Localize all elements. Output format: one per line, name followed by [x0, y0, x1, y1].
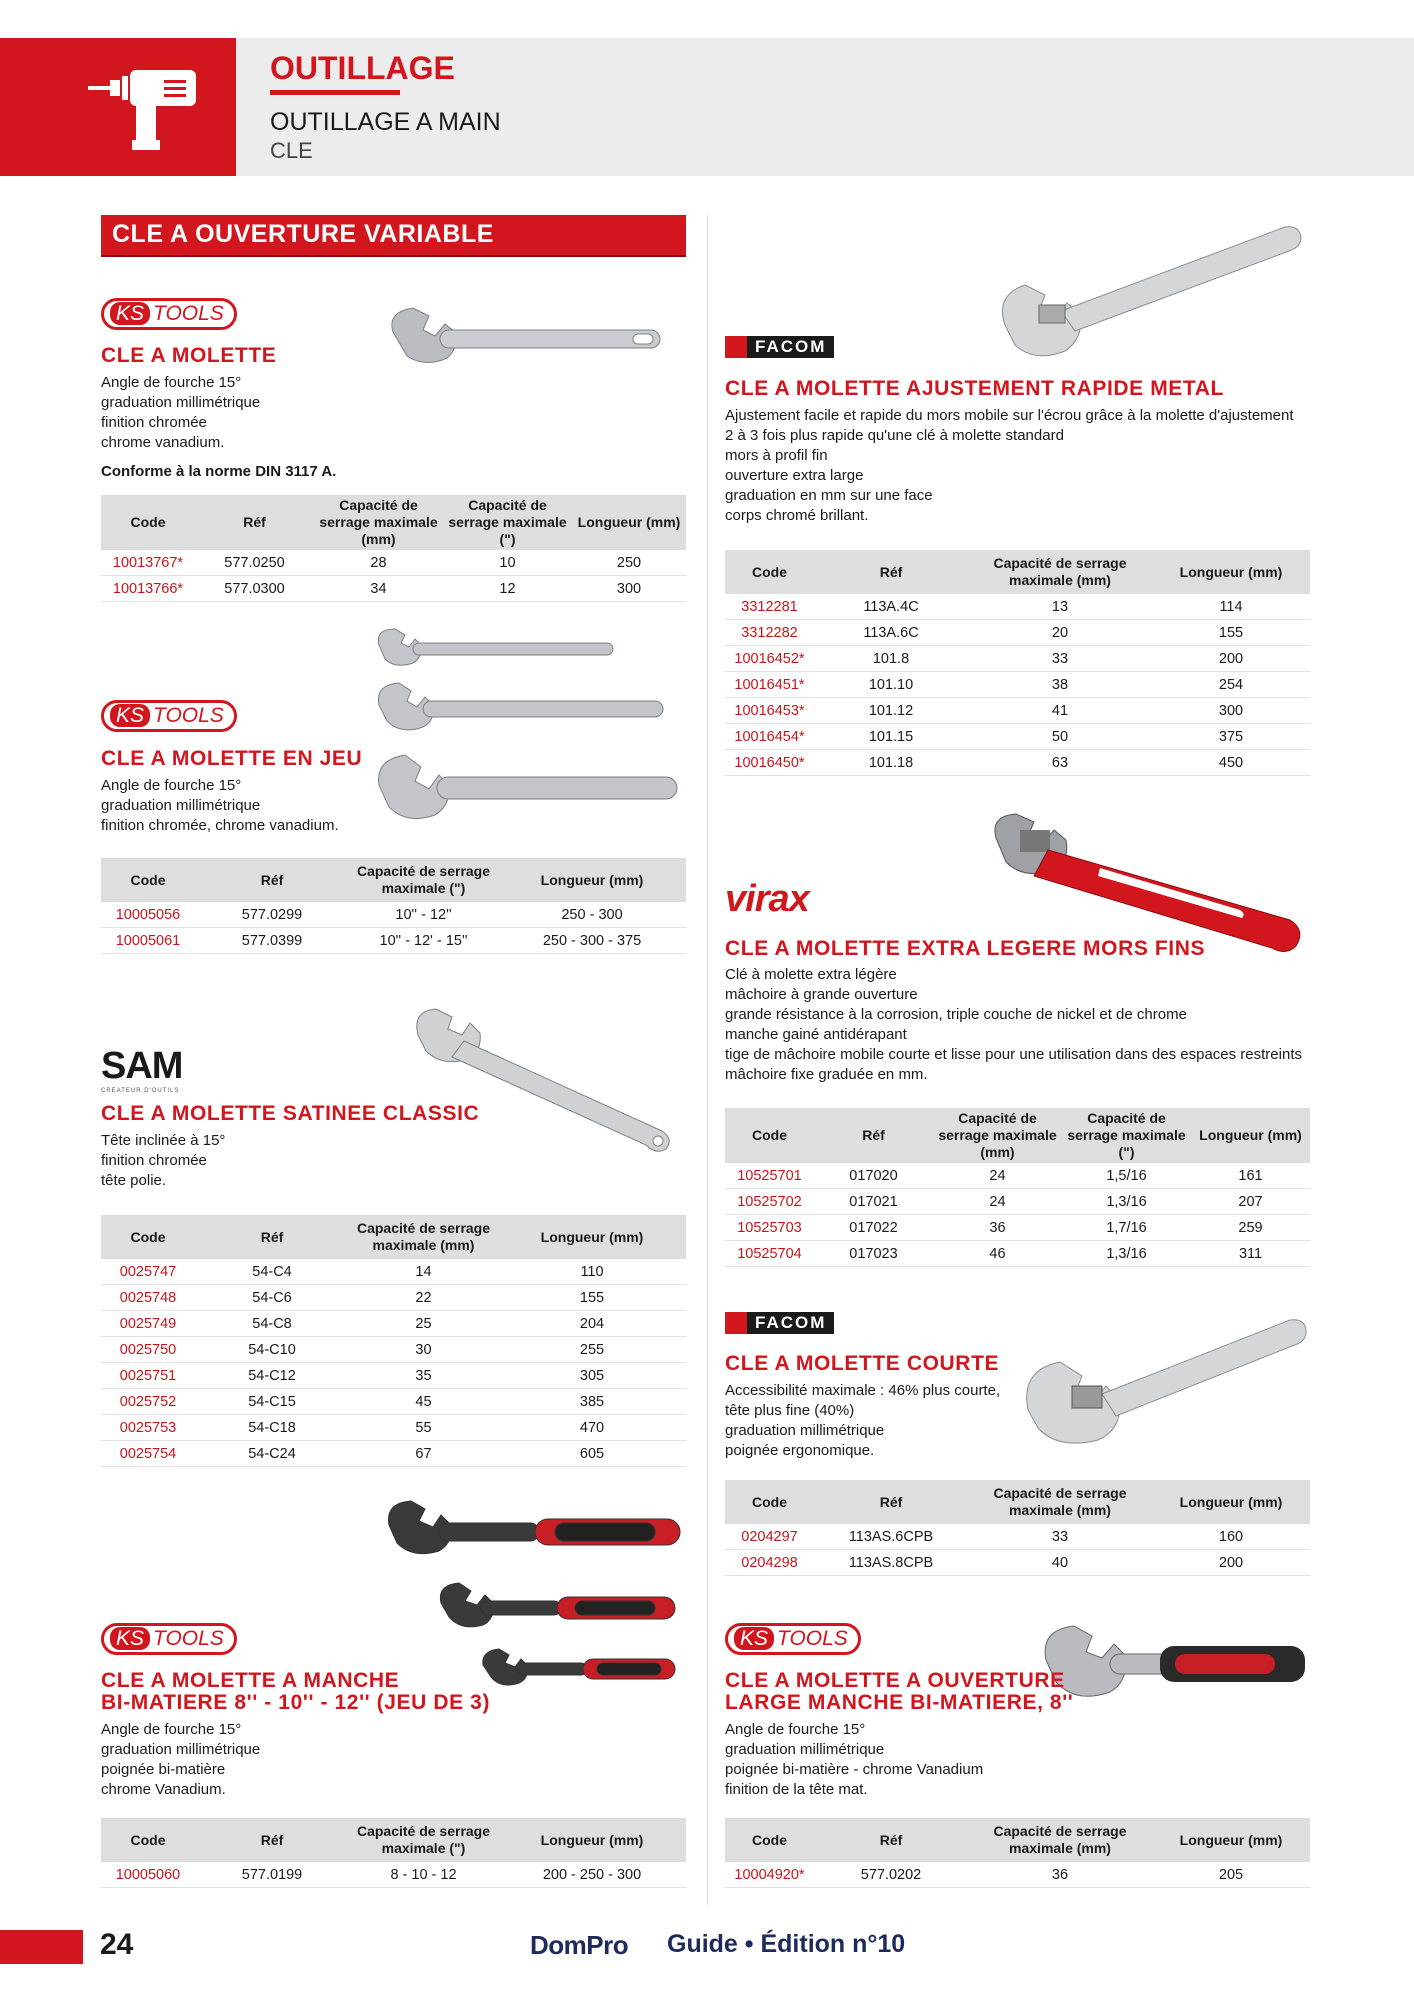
- product-description: Ajustement facile et rapide du mors mobile sur l'écrou grâce à la molette d'ajustement 2 à 3 fois plus rapide qu'une clé à molette standard mors à profil fin ouverture extra large graduation en mm sur une face corps chromé brillant.: [725, 407, 1294, 524]
- table-row: 3312281 113A.4C 13 114: [725, 594, 1310, 620]
- table-row: 10016453* 101.12 41 300: [725, 698, 1310, 724]
- ks-tools-logo: KS TOOLS: [101, 700, 237, 732]
- product-table: Code Réf Capacité de serrage maximale (mm) Longueur (mm) 0204297 113AS.6CPB 33 160 0204298 113AS.8CPB 40 200: [725, 1480, 1310, 1576]
- table-row: 0204297 113AS.6CPB 33 160: [725, 1524, 1310, 1550]
- table-row: 0025747 54-C4 14 110: [101, 1259, 686, 1285]
- ks-tools-logo: KS TOOLS: [101, 298, 237, 330]
- product-title: CLE A MOLETTE A OUVERTURE LARGE MANCHE BI-MATIERE, 8'': [725, 1669, 1074, 1714]
- product-description: Angle de fourche 15° graduation millimétrique poignée bi-matière chrome Vanadium.: [101, 1721, 261, 1798]
- page-number: 24: [100, 1928, 134, 1961]
- guide-edition: Guide • Édition n°10: [667, 1930, 906, 1958]
- dompro-logo: DomPro: [530, 1930, 629, 1960]
- table-row: 0025754 54-C24 67 605: [101, 1441, 686, 1467]
- table-row: 10005061 577.0399 10'' - 12' - 15'' 250 - 300 - 375: [101, 928, 686, 954]
- table-row: 10013766* 577.0300 34 12 300: [101, 576, 686, 602]
- wrench-image: [995, 215, 1305, 365]
- product-table: Code Réf Capacité de serrage maximale (") Longueur (mm) 10005056 577.0299 10'' - 12'' 250 - 300 10005061 577.0399 10'' - 12' - 15'' 250 - 300 - 375: [101, 858, 686, 954]
- table-row: 0025750 54-C10 30 255: [101, 1337, 686, 1363]
- product-description: Angle de fourche 15° graduation millimétrique finition chromée chrome vanadium.: [101, 374, 261, 451]
- product-title: CLE A MOLETTE A MANCHE BI-MATIERE 8'' - 10'' - 12'' (JEU DE 3): [101, 1669, 491, 1714]
- table-row: 10525704 017023 46 1,3/16 311: [725, 1241, 1310, 1267]
- product-table: Code Réf Capacité de serrage maximale (mm) Capacité de serrage maximale (") Longueur (mm) 10013767* 577.0250 28 10 250 10013766* 577.0300 34 12 300: [101, 495, 686, 602]
- product-table: Code Réf Capacité de serrage maximale (mm) Longueur (mm) 0025747 54-C4 14 110 0025748 54-C6 22 155 0025749 54-C8 25 204 0025750 54-C10 30 255 0025751 54-C12 35 305 0025752 54-C15 45 385 0025753 54-C18 55 470 0025754 54-C24 67 605: [101, 1215, 686, 1467]
- product-table: Code Réf Capacité de serrage maximale (") Longueur (mm) 10005060 577.0199 8 - 10 - 12 200 - 250 - 300: [101, 1818, 686, 1888]
- product-description: Angle de fourche 15° graduation millimétrique finition chromée, chrome vanadium.: [101, 777, 339, 834]
- table-row: 10016450* 101.18 63 450: [725, 750, 1310, 776]
- wrench-image: [1020, 1300, 1310, 1450]
- table-row: 0025753 54-C18 55 470: [101, 1415, 686, 1441]
- product-table: Code Réf Capacité de serrage maximale (mm) Capacité de serrage maximale (") Longueur (mm) 10525701 017020 24 1,5/16 161 10525702 017021 24 1,3/16 207 10525703 017022 36 1,7/16 259 10525704 017023 46 1,3/16 311: [725, 1108, 1310, 1267]
- table-row: 10525702 017021 24 1,3/16 207: [725, 1189, 1310, 1215]
- product-title: CLE A MOLETTE: [101, 344, 277, 367]
- section-title: CLE A OUVERTURE VARIABLE: [112, 220, 494, 248]
- table-row: 0025752 54-C15 45 385: [101, 1389, 686, 1415]
- wrench-image: [412, 1005, 682, 1155]
- product-description: Angle de fourche 15° graduation millimétrique poignée bi-matière - chrome Vanadium finition de la tête mat.: [725, 1721, 984, 1798]
- product-title: CLE A MOLETTE AJUSTEMENT RAPIDE METAL: [725, 377, 1224, 400]
- sam-logo: SAM CREATEUR D'OUTILS: [101, 1045, 183, 1094]
- wrench-image: [1040, 1620, 1310, 1720]
- facom-logo: FACOM: [725, 336, 834, 358]
- norm-note: Conforme à la norme DIN 3117 A.: [101, 463, 337, 480]
- table-row: 10005060 577.0199 8 - 10 - 12 200 - 250 - 300: [101, 1862, 686, 1888]
- column-divider: [707, 215, 708, 1905]
- category-title: OUTILLAGE A MAIN: [270, 108, 501, 136]
- virax-logo: virax: [725, 878, 809, 920]
- wrench-set-image: [375, 625, 685, 850]
- wrench-image: [385, 302, 675, 382]
- table-row: 10004920* 577.0202 36 205: [725, 1862, 1310, 1888]
- title-underline: [270, 90, 400, 95]
- table-row: 10016454* 101.15 50 375: [725, 724, 1310, 750]
- product-description: Accessibilité maximale : 46% plus courte, tête plus fine (40%) graduation millimétrique poignée ergonomique.: [725, 1382, 1001, 1459]
- table-row: 0025749 54-C8 25 204: [101, 1311, 686, 1337]
- product-title: CLE A MOLETTE SATINEE CLASSIC: [101, 1102, 480, 1125]
- product-title: CLE A MOLETTE COURTE: [725, 1352, 1000, 1375]
- product-table: Code Réf Capacité de serrage maximale (mm) Longueur (mm) 3312281 113A.4C 13 114 3312282 113A.6C 20 155 10016452* 101.8 33 200 10016451* 101.10 38 254 10016453* 101.12 41 300 10016454* 101.15 50 375 10016450* 101.18 63 450: [725, 550, 1310, 776]
- table-row: 0025748 54-C6 22 155: [101, 1285, 686, 1311]
- table-row: 3312282 113A.6C 20 155: [725, 620, 1310, 646]
- facom-logo: FACOM: [725, 1312, 834, 1334]
- product-table: Code Réf Capacité de serrage maximale (mm) Longueur (mm) 10004920* 577.0202 36 205: [725, 1818, 1310, 1888]
- page-title: OUTILLAGE: [270, 50, 455, 86]
- drill-icon: [88, 62, 213, 152]
- ks-tools-logo: KS TOOLS: [725, 1623, 861, 1655]
- table-row: 10013767* 577.0250 28 10 250: [101, 550, 686, 576]
- product-title: CLE A MOLETTE EXTRA LEGERE MORS FINS: [725, 937, 1206, 960]
- table-row: 10016451* 101.10 38 254: [725, 672, 1310, 698]
- table-row: 0204298 113AS.8CPB 40 200: [725, 1550, 1310, 1576]
- table-row: 0025751 54-C12 35 305: [101, 1363, 686, 1389]
- product-description: Clé à molette extra légère mâchoire à grande ouverture grande résistance à la corrosion, triple couche de nickel et de chrome manche gainé antidérapant tige de mâchoire mobile courte et lisse pour une utilisation dans des espaces restreints mâchoire fixe graduée en mm.: [725, 966, 1302, 1083]
- table-row: 10005056 577.0299 10'' - 12'' 250 - 300: [101, 902, 686, 928]
- product-description: Tête inclinée à 15° finition chromée tête polie.: [101, 1132, 226, 1189]
- ks-tools-logo: KS TOOLS: [101, 1623, 237, 1655]
- table-row: 10525703 017022 36 1,7/16 259: [725, 1215, 1310, 1241]
- product-title: CLE A MOLETTE EN JEU: [101, 747, 363, 770]
- table-row: 10525701 017020 24 1,5/16 161: [725, 1163, 1310, 1189]
- table-row: 10016452* 101.8 33 200: [725, 646, 1310, 672]
- subcategory-title: CLE: [270, 138, 313, 163]
- footer-accent: [0, 1930, 83, 1964]
